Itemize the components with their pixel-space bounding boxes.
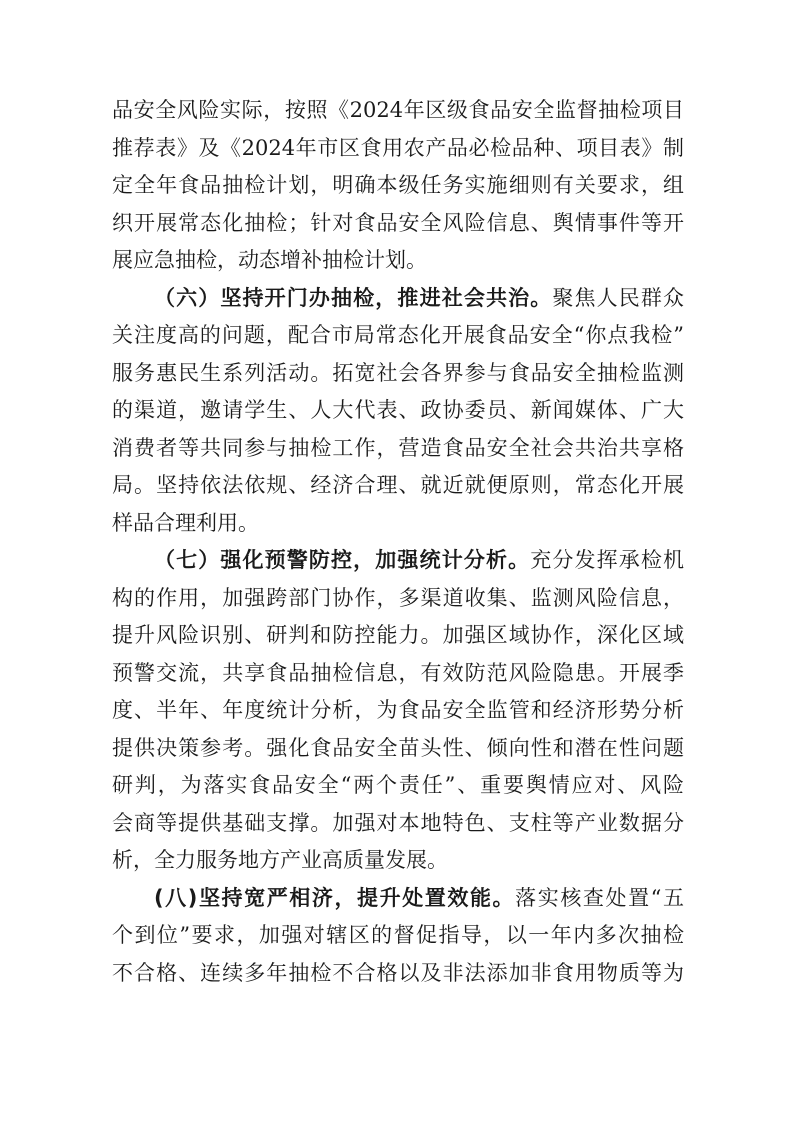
paragraph-risk-plan: [112, 92, 684, 280]
section-heading: （七）强化预警防控，加强统计分析。: [154, 548, 531, 572]
text-line: 的渠道，邀请学生、人大代表、政协委员、新闻媒体、广大: [112, 398, 684, 422]
text-run: 充分发挥承检机: [530, 548, 685, 572]
paragraph-section-7: [112, 542, 684, 880]
text-run: 落实核查处置“五: [515, 885, 684, 910]
text-line: 关注度高的问题，配合市局常态化开展食品安全“你点我检”: [112, 323, 684, 347]
paragraph-section-8: [112, 880, 684, 993]
text-line: 构的作用，加强跨部门协作，多渠道收集、监测风险信息，: [112, 585, 684, 610]
text-line: 研判，为落实食品安全“两个责任”、重要舆情应对、风险: [112, 773, 684, 797]
text-line: 展应急抽检，动态增补抽检计划。: [112, 248, 427, 272]
paragraph-section-6: [112, 280, 684, 543]
document-body: [112, 92, 684, 992]
text-line: 样品合理利用。: [112, 510, 259, 535]
section-heading: （六）坚持开门办抽检，推进社会共治。: [154, 285, 553, 310]
text-line: 品安全风险实际，按照《2024年区级食品安全监督抽检项目: [112, 98, 684, 122]
text-line: 度、半年、年度统计分析，为食品安全监管和经济形势分析: [112, 698, 684, 722]
text-line: 织开展常态化抽检；针对食品安全风险信息、舆情事件等开: [112, 210, 684, 235]
text-line: 预警交流，共享食品抽检信息，有效防范风险隐患。开展季: [112, 660, 684, 685]
text-line: 消费者等共同参与抽检工作，营造食品安全社会共治共享格: [112, 435, 684, 460]
text-line: 定全年食品抽检计划，明确本级任务实施细则有关要求，组: [112, 173, 684, 197]
text-line: 推荐表》及《2024年市区食用农产品必检品种、项目表》制: [112, 135, 684, 160]
text-line: 析，全力服务地方产业高质量发展。: [112, 848, 448, 872]
text-run: 聚焦人民群众: [552, 285, 685, 310]
text-line: [112, 542, 684, 580]
text-line: 提供决策参考。强化食品安全苗头性、倾向性和潜在性问题: [112, 735, 684, 760]
section-heading: (八)坚持宽严相济，提升处置效能。: [154, 885, 516, 910]
text-line: 服务惠民生系列活动。拓宽社会各界参与食品安全抽检监测: [112, 360, 684, 385]
text-line: 局。坚持依法依规、经济合理、就近就便原则，常态化开展: [112, 473, 684, 497]
text-line: 提升风险识别、研判和防控能力。加强区域协作，深化区域: [112, 623, 684, 647]
text-line: 不合格、连续多年抽检不合格以及非法添加非食用物质等为: [112, 960, 684, 985]
text-line: 个到位”要求，加强对辖区的督促指导，以一年内多次抽检: [112, 923, 684, 947]
text-line: [112, 880, 684, 918]
text-line: [112, 280, 684, 318]
text-line: 会商等提供基础支撑。加强对本地特色、支柱等产业数据分: [112, 810, 684, 835]
